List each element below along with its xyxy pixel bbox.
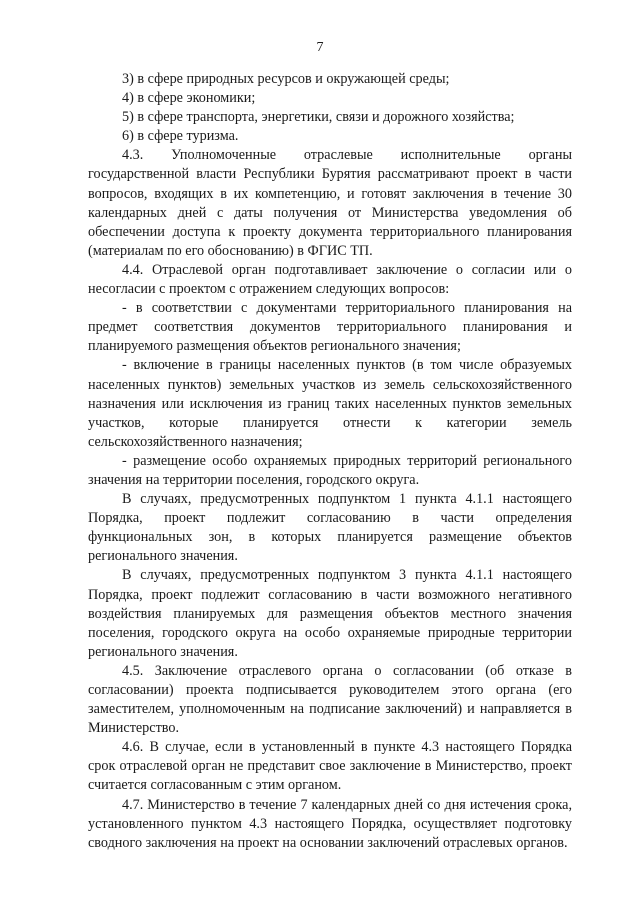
- bullet-planning-documents: - в соответствии с документами территориального планирования на предмет соответствия документов территориального планирования и планируемого размещения объектов регионального значения;: [88, 300, 572, 355]
- page-number: 7: [316, 40, 324, 55]
- document-body: [88, 70, 572, 853]
- paragraph-4-3: 4.3. Уполномоченные отраслевые исполнительные органы государственной власти Республики Бурятия рассматривают проект в части вопросов, входящих в их компетенцию, и готовят заключения в течение 30 календарных дней с даты получения от Министерства уведомления об обеспечении доступа к проекту документа территориального планирования (материалам по его обоснованию) в ФГИС ТП.: [88, 147, 572, 259]
- paragraph-4-5: 4.5. Заключение отраслевого органа о согласовании (об отказе в согласовании) проекта подписывается руководителем этого органа (его заместителем, уполномоченным на подписание заключений) и направляется в Министерство.: [88, 662, 572, 737]
- list-item-4: 4) в сфере экономики;: [122, 90, 256, 107]
- list-item-6: 6) в сфере туризма.: [122, 128, 239, 145]
- paragraph-4-6: 4.6. В случае, если в установленный в пункте 4.3 настоящего Порядка срок отраслевой орган не представит свое заключение в Министерство, проект считается согласованным с этим органом.: [88, 739, 572, 794]
- paragraph-4-7: 4.7. Министерство в течение 7 календарных дней со дня истечения срока, установленного пунктом 4.3 настоящего Порядка, осуществляет подготовку сводного заключения на проект на основании заключений отраслевых органов.: [88, 796, 572, 851]
- bullet-protected-areas: - размещение особо охраняемых природных территорий регионального значения на территории поселения, городского округа.: [88, 452, 572, 488]
- list-item-5: 5) в сфере транспорта, энергетики, связи и дорожного хозяйства;: [122, 109, 515, 126]
- paragraph-subpoint-1: В случаях, предусмотренных подпунктом 1 пункта 4.1.1 настоящего Порядка, проект подлежит согласованию в части определения функциональных зон, в которых планируется размещение объектов регионального значения.: [88, 491, 572, 565]
- paragraph-4-4: 4.4. Отраслевой орган подготавливает заключение о согласии или о несогласии с проектом с отражением следующих вопросов:: [88, 261, 572, 298]
- list-item-3: 3) в сфере природных ресурсов и окружающей среды;: [122, 71, 450, 87]
- bullet-settlement-boundaries: - включение в границы населенных пунктов (в том числе образуемых населенных пунктов) земельных участков из земель сельскохозяйственного назначения или исключения из границ таких населенных пунктов земельных участков, которые планируется отнести к категории земель сельскохозяйственного назначения;: [88, 357, 572, 450]
- paragraph-subpoint-3: В случаях, предусмотренных подпунктом 3 пункта 4.1.1 настоящего Порядка, проект подлежит согласованию в части возможного негативного воздействия планируемых для размещения объектов местного значения поселения, городского округа на особо охраняемые природные территории регионального значения.: [88, 567, 572, 660]
